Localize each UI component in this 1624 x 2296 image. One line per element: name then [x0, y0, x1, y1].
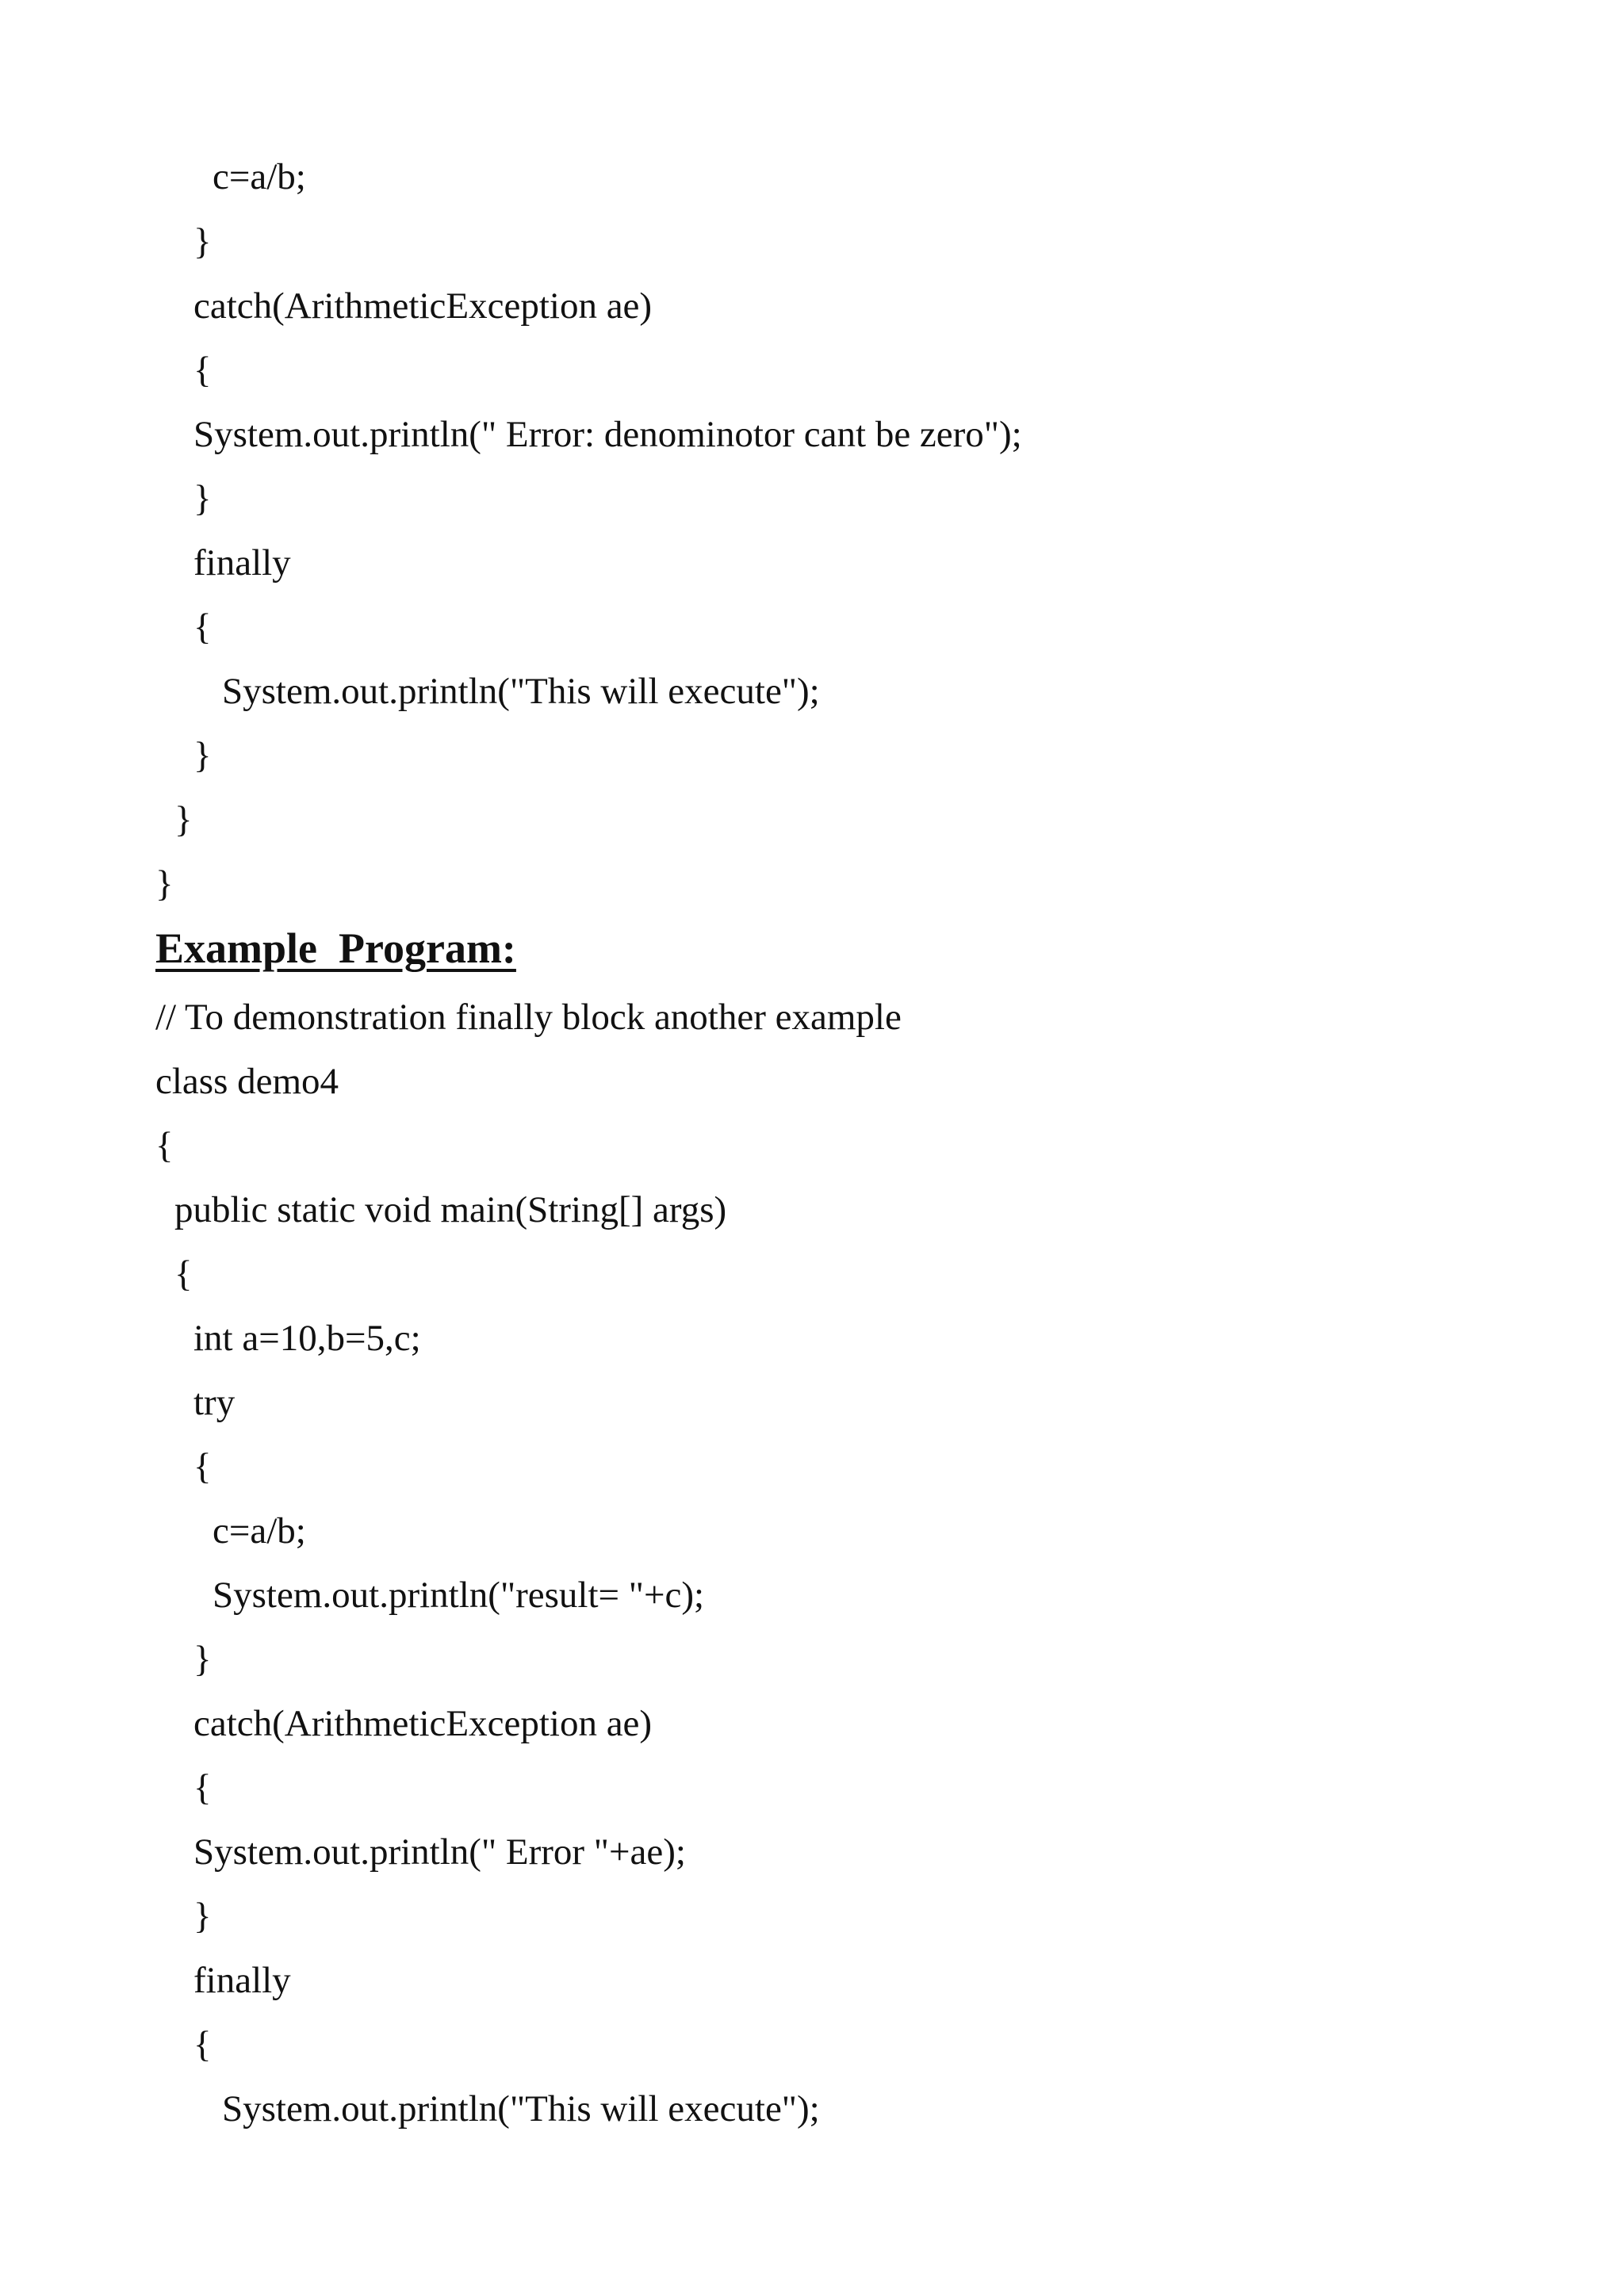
code-line: class demo4 — [155, 1061, 339, 1102]
code-line: { — [193, 2024, 212, 2065]
code-line: catch(ArithmeticException ae) — [193, 1703, 653, 1744]
code-line: { — [155, 1125, 174, 1166]
code-line: System.out.println("result= "+c); — [213, 1575, 705, 1616]
code-line: } — [155, 863, 174, 905]
code-line: } — [193, 735, 212, 776]
code-line: } — [193, 221, 212, 262]
code-line: System.out.println("This will execute"); — [222, 2088, 820, 2130]
code-line: public static void main(String[] args) — [174, 1189, 727, 1230]
code-line: } — [193, 478, 212, 519]
code-line: c=a/b; — [213, 156, 306, 197]
code-line: { — [193, 607, 212, 648]
code-comment: // To demonstration finally block another example — [155, 997, 902, 1038]
code-line: catch(ArithmeticException ae) — [193, 285, 653, 327]
code-line: try — [193, 1382, 236, 1423]
code-line: System.out.println("This will execute"); — [222, 671, 820, 712]
code-line: } — [193, 1639, 212, 1680]
code-line: System.out.println(" Error: denominotor cant be zero"); — [193, 414, 1022, 455]
code-line: c=a/b; — [213, 1510, 306, 1552]
code-line: { — [193, 1767, 212, 1808]
code-line: } — [174, 799, 193, 840]
code-line: { — [193, 1446, 212, 1487]
code-line: System.out.println(" Error "+ae); — [193, 1831, 686, 1873]
code-line: finally — [193, 1960, 291, 2001]
code-line: int a=10,b=5,c; — [193, 1318, 421, 1359]
code-line: { — [174, 1253, 193, 1295]
code-line: } — [193, 1896, 212, 1937]
code-line: { — [193, 350, 212, 391]
section-heading: Example Program: — [155, 924, 516, 972]
code-line: finally — [193, 542, 291, 584]
